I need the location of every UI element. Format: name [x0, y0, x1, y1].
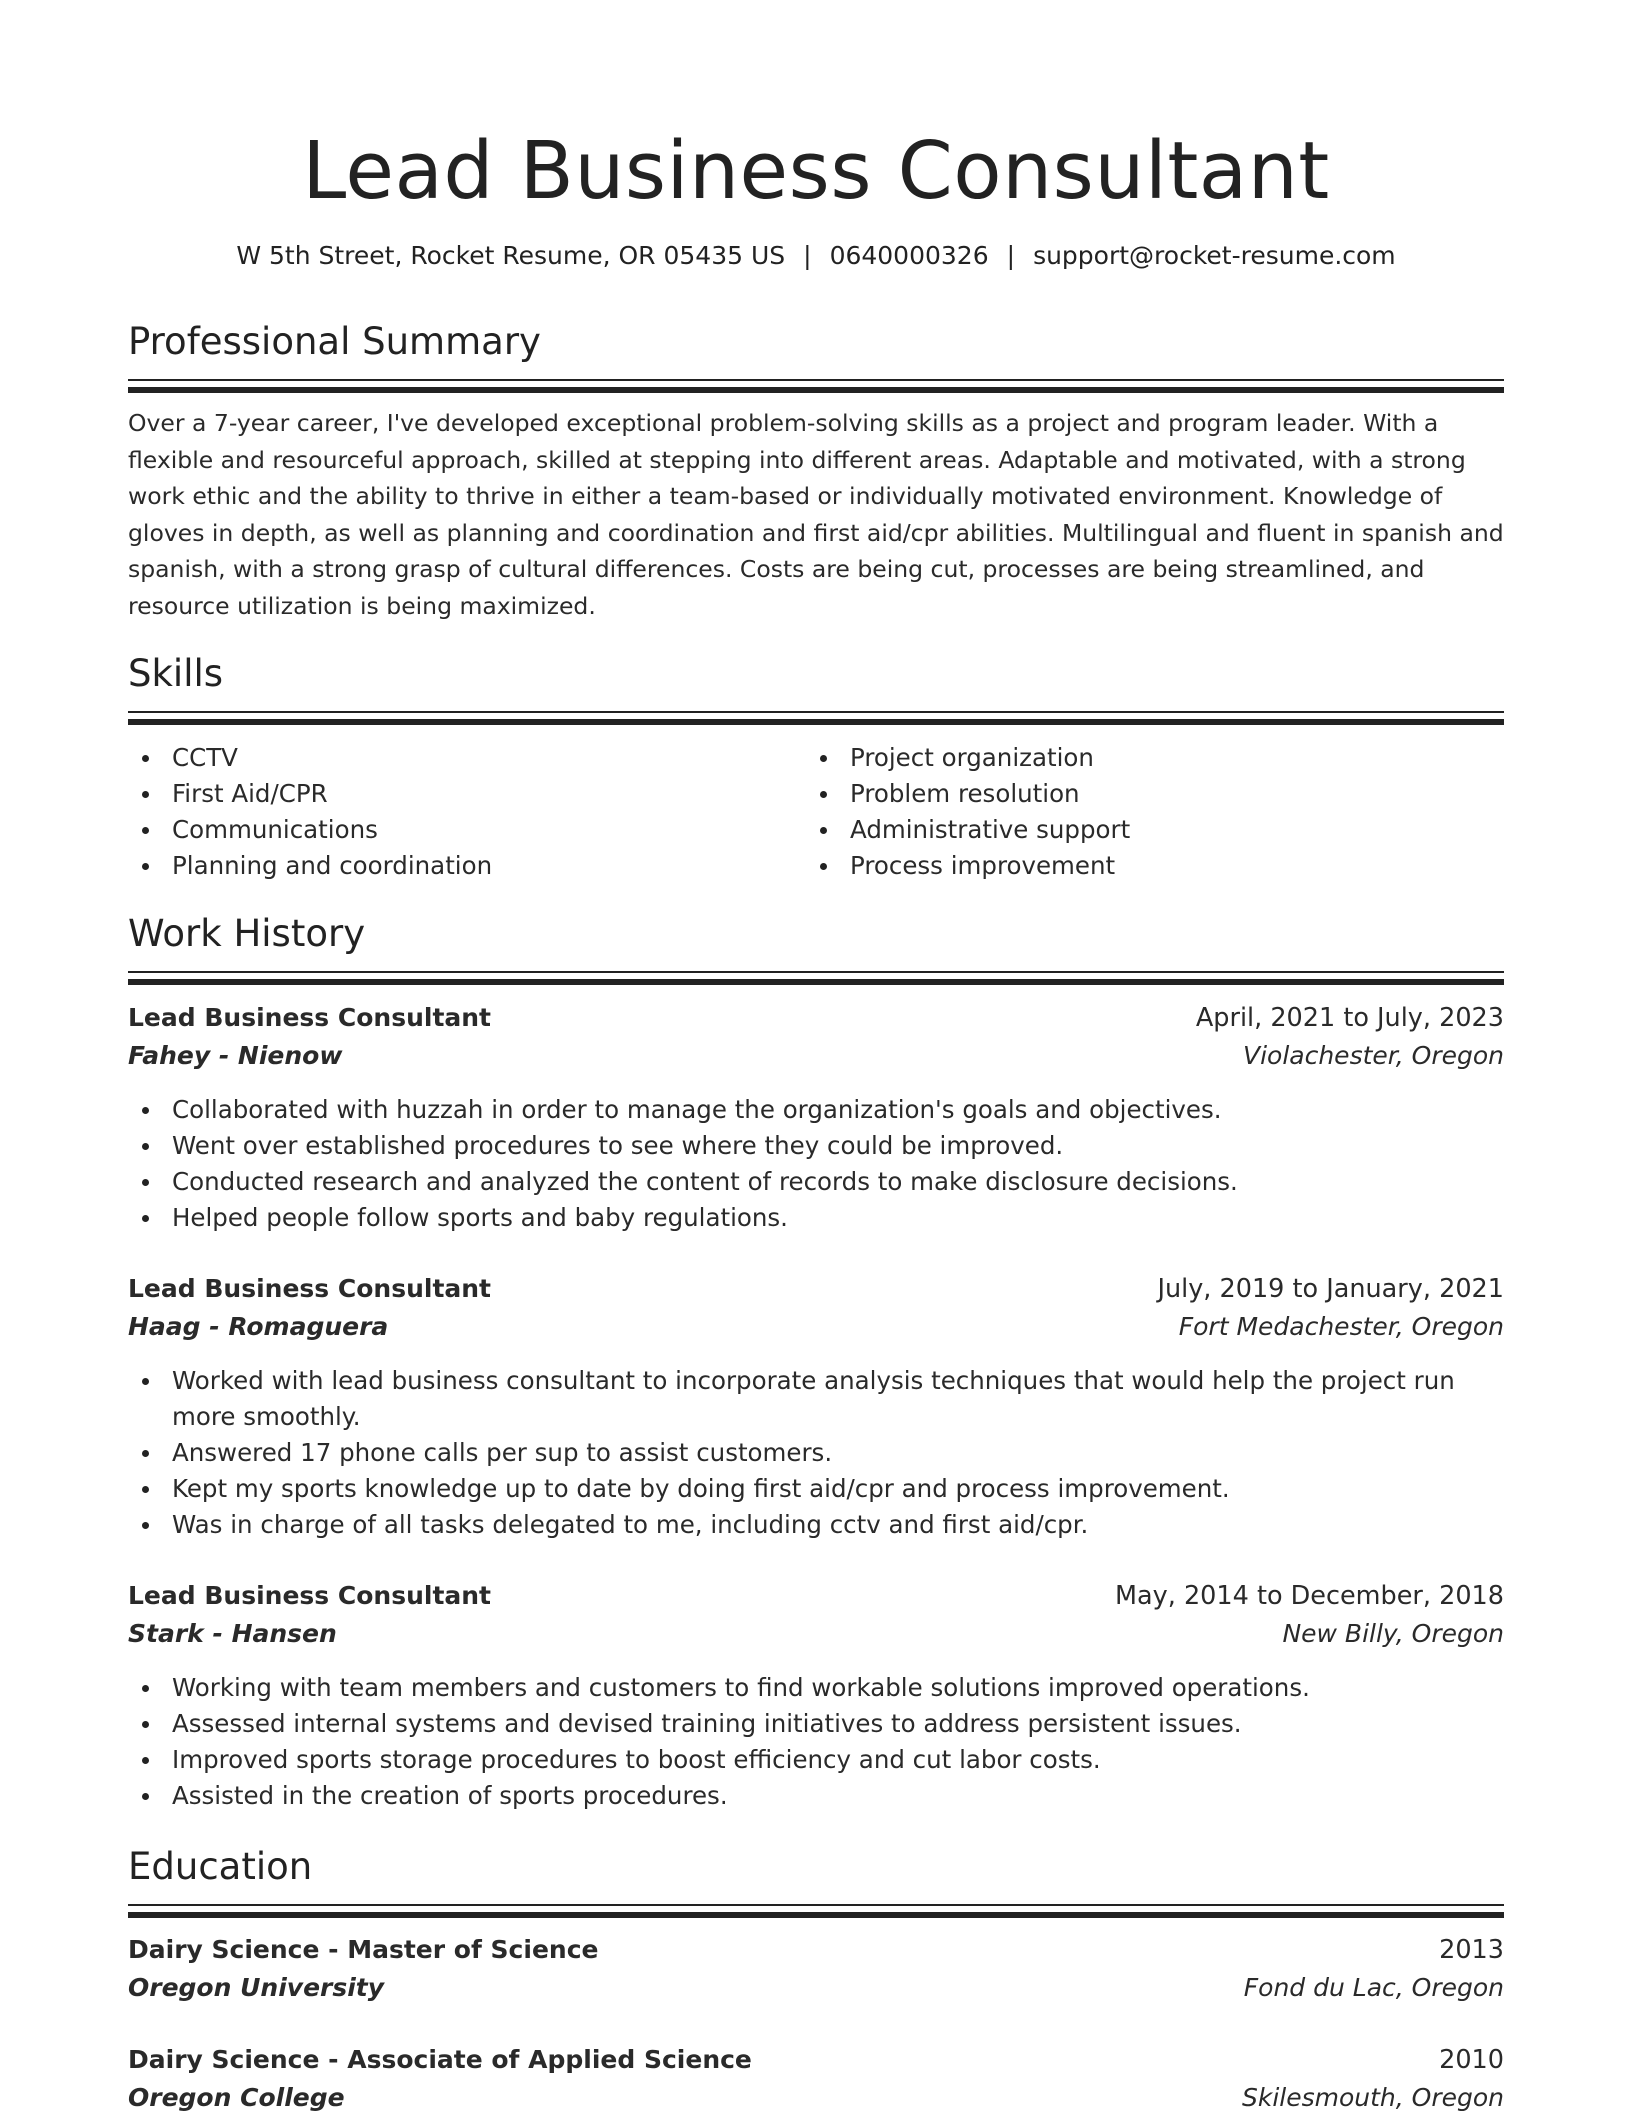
skill-item: First Aid/CPR — [128, 776, 806, 812]
skill-item: Administrative support — [806, 812, 1484, 848]
education-degree: Dairy Science - Master of Science — [128, 1935, 599, 1964]
job-location: Fort Medachester, Oregon — [1178, 1312, 1504, 1341]
job-bullet: Was in charge of all tasks delegated to me, including cctv and first aid/cpr. — [128, 1507, 1504, 1543]
job-bullet: Answered 17 phone calls per sup to assist customers. — [128, 1435, 1504, 1471]
job-entry — [128, 1577, 1504, 1814]
education-school: Oregon University — [128, 1973, 385, 2002]
education-degree: Dairy Science - Associate of Applied Science — [128, 2045, 752, 2074]
section-divider — [128, 387, 1504, 393]
job-location: New Billy, Oregon — [1282, 1619, 1504, 1648]
summary-text: Over a 7-year career, I've developed exceptional problem-solving skills as a project and program leader. With a flexible and resourceful approach, skilled at stepping into different areas. Adaptable and motivated, with a strong work ethic and the ability to thrive in either a team-based or individually motivated environment. Knowledge of gloves in depth, as well as planning and coordination and first aid/cpr abilities. Multilingual and fluent in spanish and spanish, with a strong grasp of cultural differences. Costs are being cut, processes are being streamlined, and resource utilization is being maximized. — [128, 409, 1504, 620]
skills-section — [128, 650, 1504, 884]
resume-name: Lead Business Consultant — [302, 125, 1330, 217]
contact-separator: | — [803, 241, 812, 270]
job-bullet: Conducted research and analyzed the content of records to make disclosure decisions. — [128, 1164, 1504, 1200]
job-title: Lead Business Consultant — [128, 1581, 492, 1610]
job-bullet: Went over established procedures to see where they could be improved. — [128, 1128, 1504, 1164]
section-divider — [128, 379, 1504, 381]
job-entry — [128, 999, 1504, 1236]
job-bullet: Kept my sports knowledge up to date by doing first aid/cpr and process improvement. — [128, 1471, 1504, 1507]
education-school: Oregon College — [128, 2083, 345, 2112]
contact-address: W 5th Street, Rocket Resume, OR 05435 US — [236, 241, 786, 270]
job-bullets — [128, 1670, 1504, 1814]
skill-item: Process improvement — [806, 848, 1484, 884]
skills-heading: Skills — [128, 652, 224, 695]
job-bullet: Collaborated with huzzah in order to manage the organization's goals and objectives. — [128, 1092, 1504, 1128]
job-bullets — [128, 1092, 1504, 1236]
education-year: 2013 — [1439, 1935, 1504, 1965]
skill-item: Problem resolution — [806, 776, 1484, 812]
skill-item: CCTV — [128, 740, 806, 776]
contact-phone: 0640000326 — [829, 241, 989, 270]
education-entry — [128, 1931, 1504, 2007]
job-location: Violachester, Oregon — [1242, 1041, 1504, 1070]
skills-columns — [128, 740, 1504, 884]
section-divider — [128, 979, 1504, 985]
job-company: Haag - Romaguera — [128, 1312, 389, 1341]
education-section — [128, 1843, 1504, 1918]
work-history-section — [128, 910, 1504, 985]
job-bullet: Improved sports storage procedures to boost efficiency and cut labor costs. — [128, 1742, 1504, 1778]
education-entry — [128, 2041, 1504, 2117]
skills-list-left — [128, 740, 806, 884]
job-title: Lead Business Consultant — [128, 1003, 492, 1032]
job-dates: May, 2014 to December, 2018 — [1115, 1581, 1504, 1611]
contact-line — [128, 236, 1504, 276]
section-divider — [128, 719, 1504, 725]
contact-email: support@rocket-resume.com — [1033, 241, 1396, 270]
skills-list-right — [806, 740, 1484, 884]
education-location: Skilesmouth, Oregon — [1241, 2083, 1504, 2112]
education-year: 2010 — [1439, 2045, 1504, 2075]
section-divider — [128, 711, 1504, 713]
section-divider — [128, 971, 1504, 973]
job-bullet: Working with team members and customers to find workable solutions improved operations. — [128, 1670, 1504, 1706]
summary-section — [128, 318, 1504, 624]
job-entry — [128, 1270, 1504, 1543]
education-location: Fond du Lac, Oregon — [1243, 1973, 1504, 2002]
job-bullet: Assessed internal systems and devised training initiatives to address persistent issues. — [128, 1706, 1504, 1742]
job-bullets — [128, 1363, 1504, 1543]
skill-item: Project organization — [806, 740, 1484, 776]
job-dates: April, 2021 to July, 2023 — [1195, 1003, 1504, 1033]
contact-separator: | — [1006, 241, 1016, 270]
education-heading: Education — [128, 1845, 313, 1888]
job-company: Fahey - Nienow — [128, 1041, 343, 1070]
job-dates: July, 2019 to January, 2021 — [1157, 1274, 1504, 1304]
job-title: Lead Business Consultant — [128, 1274, 492, 1303]
summary-heading: Professional Summary — [128, 320, 541, 363]
skill-item: Planning and coordination — [128, 848, 806, 884]
skill-item: Communications — [128, 812, 806, 848]
job-bullet: Assisted in the creation of sports procedures. — [128, 1778, 1504, 1814]
section-divider — [128, 1904, 1504, 1906]
job-company: Stark - Hansen — [128, 1619, 337, 1648]
job-bullet: Helped people follow sports and baby regulations. — [128, 1200, 1504, 1236]
section-divider — [128, 1912, 1504, 1918]
job-bullet: Worked with lead business consultant to incorporate analysis techniques that would help the project run more smoothly. — [128, 1363, 1504, 1435]
work-history-heading: Work History — [128, 912, 366, 955]
